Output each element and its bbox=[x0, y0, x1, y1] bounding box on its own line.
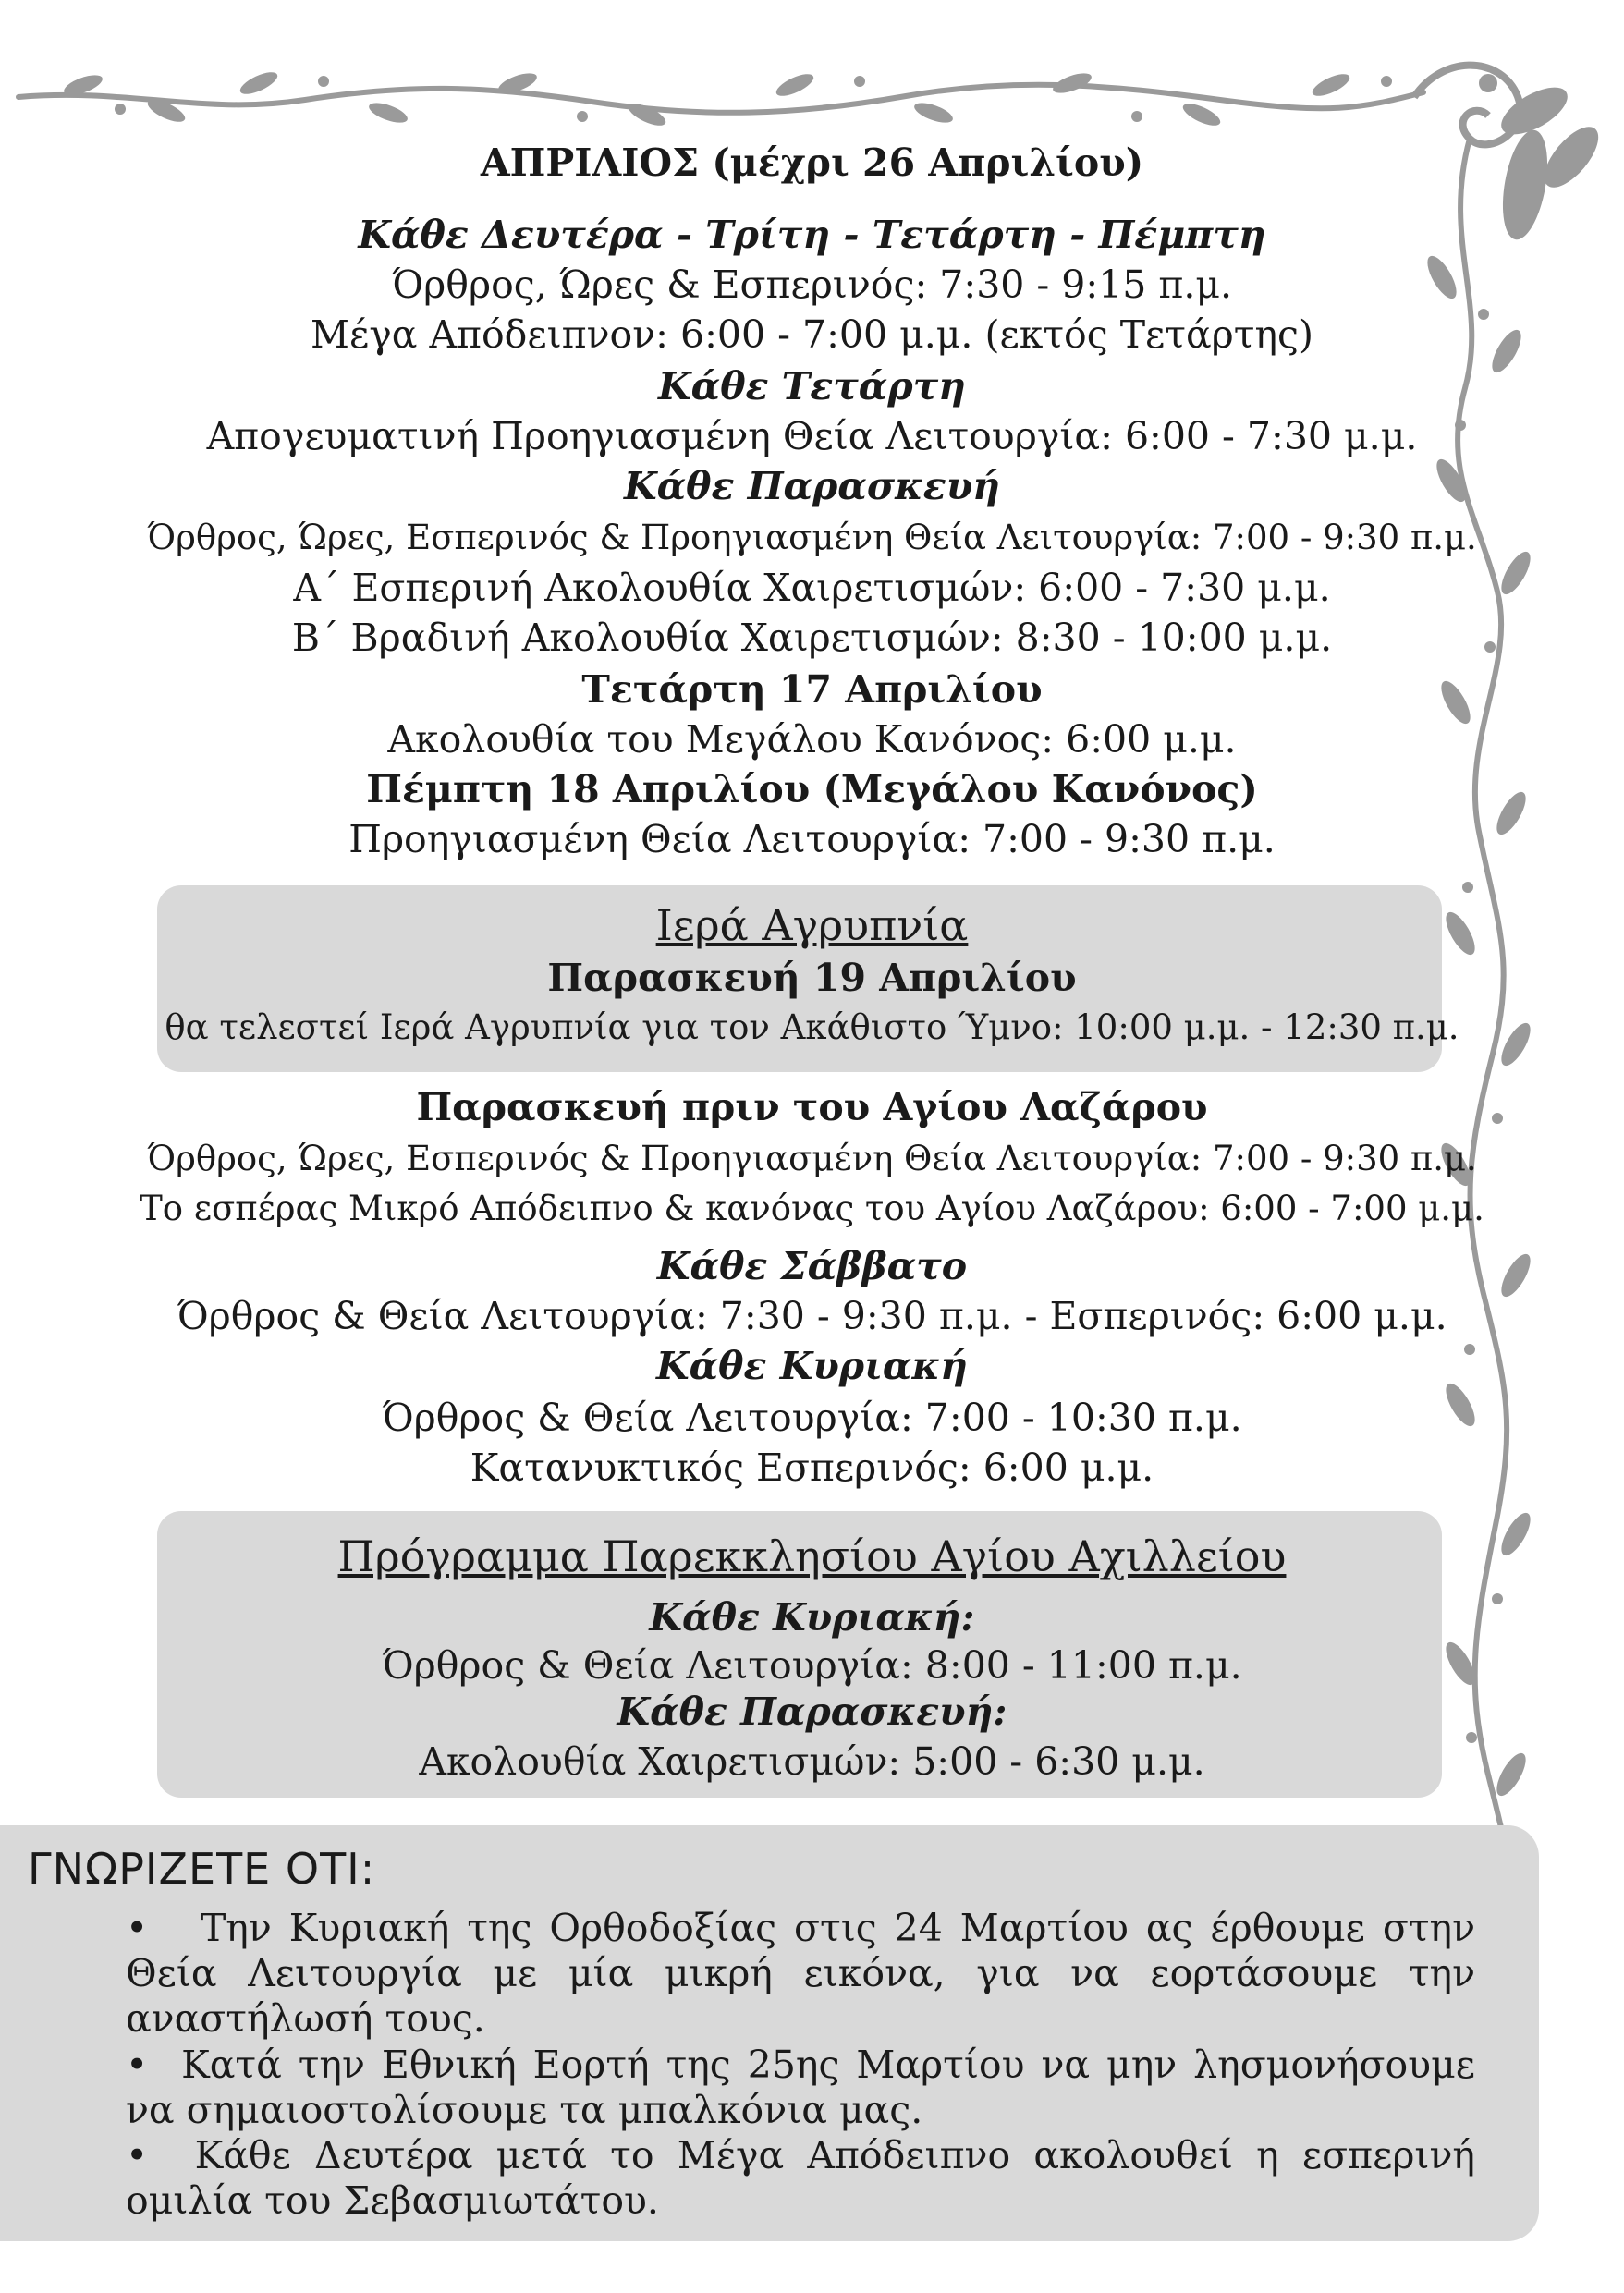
apr18-heading: Πέμπτη 18 Απριλίου (Μεγάλου Κανόνος) bbox=[366, 767, 1258, 811]
item-text: Κατά την Εθνική Εορτή της 25ης Μαρτίου να μην λησμονήσουμε να σημαιοστολίσουμε τα μπαλκόνια μας. bbox=[126, 2043, 1475, 2132]
month-title: ΑΠΡΙΛΙΟΣ (μέχρι 26 Απριλίου) bbox=[480, 140, 1144, 185]
did-you-know-title: ΓΝΩΡΙΖΕΤΕ ΟΤΙ: bbox=[28, 1844, 376, 1894]
sunday-line-2: Κατανυκτικός Εσπερινός: 6:00 μ.μ. bbox=[470, 1445, 1154, 1490]
chapel-sunday-line: Όρθρος & Θεία Λειτουργία: 8:00 - 11:00 π.μ. bbox=[382, 1643, 1242, 1688]
friday-heading: Κάθε Παρασκευή bbox=[624, 464, 1000, 508]
lazarus-line-1: Όρθρος, Ώρες, Εσπερινός & Προηγιασμένη Θεία Λειτουργία: 7:00 - 9:30 π.μ. bbox=[147, 1139, 1477, 1178]
saturday-line: Όρθρος & Θεία Λειτουργία: 7:30 - 9:30 π.μ. - Εσπερινός: 6:00 μ.μ. bbox=[177, 1294, 1447, 1338]
apr17-heading: Τετάρτη 17 Απριλίου bbox=[581, 667, 1043, 712]
bullet-icon: • bbox=[126, 2043, 149, 2087]
apr18-line: Προηγιασμένη Θεία Λειτουργία: 7:00 - 9:30 π.μ. bbox=[348, 817, 1276, 861]
did-you-know-item bbox=[126, 2133, 1475, 2224]
lazarus-line-2: Το εσπέρας Μικρό Απόδειπνο & κανόνας του Αγίου Λαζάρου: 6:00 - 7:00 μ.μ. bbox=[140, 1189, 1484, 1228]
wednesday-heading: Κάθε Τετάρτη bbox=[658, 364, 966, 409]
weekdays-line-2: Μέγα Απόδειπνον: 6:00 - 7:00 μ.μ. (εκτός Τετάρτης) bbox=[311, 312, 1313, 357]
item-text: Την Κυριακή της Ορθοδοξίας στις 24 Μαρτίου ας έρθουμε στην Θεία Λειτουργία με μία μικρή εικόνα, για να εορτάσουμε την αναστήλωσή τους. bbox=[126, 1906, 1475, 2041]
friday-line-3: Β΄ Βραδινή Ακολουθία Χαιρετισμών: 8:30 - 10:00 μ.μ. bbox=[291, 616, 1333, 660]
item-text: Κάθε Δευτέρα μετά το Μέγα Απόδειπνο ακολουθεί η εσπερινή ομιλία του Σεβασμιωτάτου. bbox=[126, 2133, 1475, 2223]
did-you-know-item bbox=[126, 1906, 1475, 2042]
bullet-icon: • bbox=[126, 1906, 149, 1950]
friday-line-1: Όρθρος, Ώρες, Εσπερινός & Προηγιασμένη Θεία Λειτουργία: 7:00 - 9:30 π.μ. bbox=[147, 518, 1477, 557]
did-you-know-item bbox=[126, 2043, 1475, 2133]
chapel-sunday-heading: Κάθε Κυριακή: bbox=[649, 1595, 975, 1640]
chapel-title: Πρόγραμμα Παρεκκλησίου Αγίου Αχιλλείου bbox=[337, 1531, 1287, 1581]
lazarus-heading: Παρασκευή πριν του Αγίου Λαζάρου bbox=[416, 1085, 1208, 1129]
chapel-friday-heading: Κάθε Παρασκευή: bbox=[617, 1689, 1007, 1734]
bullet-icon: • bbox=[126, 2133, 149, 2177]
vigil-text: θα τελεστεί Ιερά Αγρυπνία για τον Ακάθιστο Ύμνο: 10:00 μ.μ. - 12:30 π.μ. bbox=[165, 1007, 1459, 1047]
weekdays-heading: Κάθε Δευτέρα - Τρίτη - Τετάρτη - Πέμπτη bbox=[358, 213, 1266, 257]
wednesday-line: Απογευματινή Προηγιασμένη Θεία Λειτουργία: 6:00 - 7:30 μ.μ. bbox=[206, 414, 1418, 458]
apr17-line: Ακολουθία του Μεγάλου Κανόνος: 6:00 μ.μ. bbox=[387, 717, 1237, 762]
chapel-friday-line: Ακολουθία Χαιρετισμών: 5:00 - 6:30 μ.μ. bbox=[419, 1739, 1205, 1784]
vigil-title: Ιερά Αγρυπνία bbox=[655, 900, 969, 950]
vigil-date: Παρασκευή 19 Απριλίου bbox=[547, 956, 1077, 1000]
weekdays-line-1: Όρθρος, Ώρες & Εσπερινός: 7:30 - 9:15 π.μ. bbox=[391, 262, 1233, 307]
sunday-line-1: Όρθρος & Θεία Λειτουργία: 7:00 - 10:30 π.μ. bbox=[382, 1396, 1242, 1440]
friday-line-2: Α΄ Εσπερινή Ακολουθία Χαιρετισμών: 6:00 - 7:30 μ.μ. bbox=[293, 566, 1331, 610]
saturday-heading: Κάθε Σάββατο bbox=[656, 1244, 968, 1288]
sunday-heading: Κάθε Κυριακή bbox=[655, 1344, 968, 1388]
